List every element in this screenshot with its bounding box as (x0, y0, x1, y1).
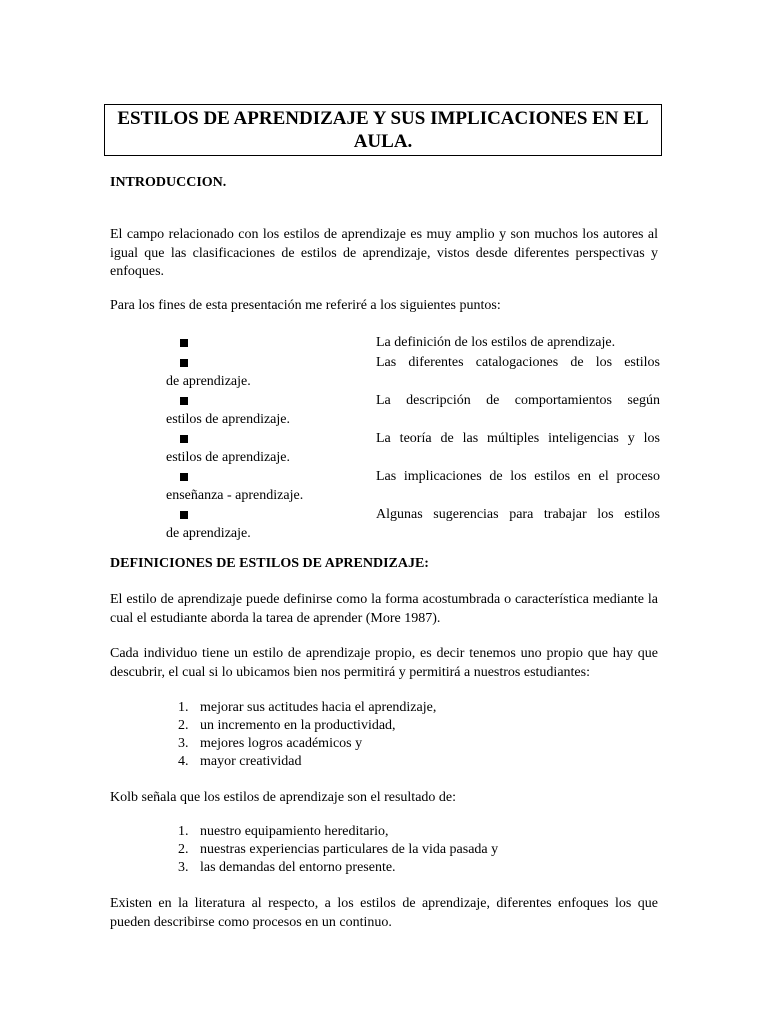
bullet-text: Las diferentes catalogaciones de los estilos (376, 354, 660, 370)
list-number: 2. (178, 842, 189, 857)
square-bullet-icon (180, 359, 188, 367)
bullet-continuation: estilos de aprendizaje. (166, 412, 291, 427)
bullet-item (166, 468, 660, 506)
bullet-text: La teoría de las múltiples inteligencias y los (376, 430, 660, 446)
bullet-item (166, 506, 660, 544)
list-item (178, 735, 436, 753)
bullet-continuation: de aprendizaje. (166, 526, 251, 541)
list-item (178, 823, 498, 841)
list-number: 1. (178, 700, 189, 715)
list-number: 3. (178, 860, 189, 875)
list-item-text: nuestro equipamiento hereditario, (200, 824, 389, 839)
square-bullet-icon (180, 473, 188, 481)
bullet-continuation: enseñanza - aprendizaje. (166, 488, 304, 503)
individual-style-paragraph: Cada individuo tiene un estilo de aprendizaje propio, es decir tenemos uno propio que hay que descubrir, el cual si lo ubicamos bien nos permitirá y permitirá a nuestros estudiantes: (110, 646, 658, 680)
list-item-text: las demandas del entorno presente. (200, 860, 396, 875)
bullet-text: La definición de los estilos de aprendizaje. (376, 335, 616, 350)
list-number: 1. (178, 824, 189, 839)
definitions-heading: DEFINICIONES DE ESTILOS DE APRENDIZAJE: (110, 556, 429, 571)
bullet-text: La descripción de comportamientos según (376, 392, 660, 408)
document-title: ESTILOS DE APRENDIZAJE Y SUS IMPLICACIONES EN EL AULA. (104, 104, 662, 156)
list-item (178, 859, 498, 877)
bullet-item (180, 334, 660, 354)
bullet-continuation: de aprendizaje. (166, 374, 251, 389)
intro-heading: INTRODUCCION. (110, 175, 227, 190)
definition-paragraph: El estilo de aprendizaje puede definirse como la forma acostumbrada o característica mediante la cual el estudiante aborda la tarea de aprender (More 1987). (110, 592, 658, 626)
kolb-numbered-list (178, 823, 498, 877)
kolb-paragraph: Kolb señala que los estilos de aprendizaje son el resultado de: (110, 790, 457, 805)
list-item-text: mayor creatividad (200, 754, 302, 769)
list-item (178, 841, 498, 859)
bullet-text: Las implicaciones de los estilos en el proceso (376, 468, 660, 484)
bullet-item (166, 430, 660, 468)
square-bullet-icon (180, 511, 188, 519)
intro-paragraph: El campo relacionado con los estilos de aprendizaje es muy amplio y son muchos los autores al igual que las clasificaciones de estilos de aprendizaje, vistos desde diferentes perspectivas y enfoques. (110, 227, 658, 279)
closing-paragraph: Existen en la literatura al respecto, a los estilos de aprendizaje, diferentes enfoques los que pueden describirse como procesos en un continuo. (110, 896, 658, 930)
square-bullet-icon (180, 339, 188, 347)
bullet-continuation: estilos de aprendizaje. (166, 450, 291, 465)
bullet-text: Algunas sugerencias para trabajar los estilos (376, 506, 660, 522)
bullet-item (166, 354, 660, 392)
bullet-item (166, 392, 660, 430)
benefits-numbered-list (178, 699, 436, 771)
list-item (178, 717, 436, 735)
list-number: 3. (178, 736, 189, 751)
topics-bullet-list (166, 334, 660, 544)
list-number: 2. (178, 718, 189, 733)
list-item-text: mejores logros académicos y (200, 736, 363, 751)
list-item-text: un incremento en la productividad, (200, 718, 396, 733)
points-intro-paragraph: Para los fines de esta presentación me referiré a los siguientes puntos: (110, 298, 501, 313)
square-bullet-icon (180, 397, 188, 405)
list-number: 4. (178, 754, 189, 769)
square-bullet-icon (180, 435, 188, 443)
list-item (178, 753, 436, 771)
list-item-text: nuestras experiencias particulares de la vida pasada y (200, 842, 499, 857)
list-item-text: mejorar sus actitudes hacia el aprendizaje, (200, 700, 437, 715)
list-item (178, 699, 436, 717)
